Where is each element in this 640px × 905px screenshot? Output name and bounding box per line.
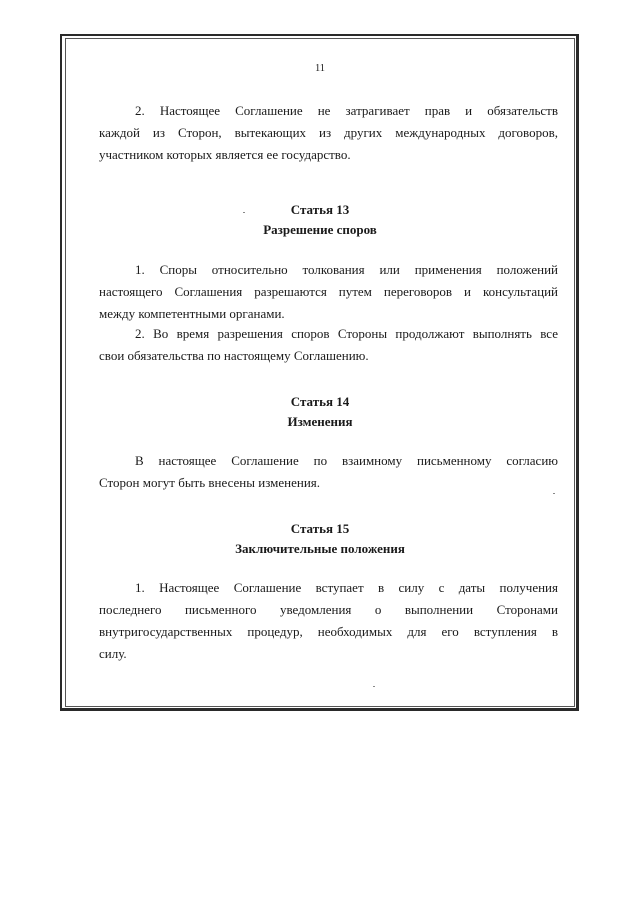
- article-14-number: Статья 14: [290, 394, 350, 409]
- text-line: 2. Во время разрешения споров Стороны продолжают выполнять все: [135, 326, 558, 341]
- text-line: свои обязательства по настоящему Соглашению.: [99, 348, 369, 363]
- article-13-paragraph-1: [99, 259, 558, 325]
- article-14-paragraph-1: [99, 450, 558, 494]
- paragraph-12-2: [99, 100, 558, 166]
- text-line: В настоящее Соглашение по взаимному письменному согласию: [135, 453, 558, 468]
- text-line: силу.: [99, 646, 127, 661]
- text-line: 1. Споры относительно толкования или применения положений: [135, 262, 558, 277]
- article-15-title: Заключительные положения: [235, 541, 405, 556]
- article-13-title: Разрешение споров: [263, 222, 377, 237]
- text-line: между компетентными органами.: [99, 306, 285, 321]
- scan-speck: [243, 212, 245, 213]
- text-line: 1. Настоящее Соглашение вступает в силу с даты получения: [135, 580, 558, 595]
- text-line: участником которых является ее государство.: [99, 147, 351, 162]
- text-line: настоящего Соглашения разрешаются путем переговоров и консультаций: [99, 284, 558, 299]
- text-line: Сторон могут быть внесены изменения.: [99, 475, 321, 490]
- page-number: 11: [314, 63, 326, 74]
- text-line: каждой из Сторон, вытекающих из других международных договоров,: [99, 125, 558, 140]
- text-line: 2. Настоящее Соглашение не затрагивает прав и обязательств: [135, 103, 558, 118]
- article-13-paragraph-2: [99, 323, 558, 367]
- article-15-number: Статья 15: [290, 521, 350, 536]
- article-13-number: Статья 13: [290, 202, 350, 217]
- article-15-paragraph-1: [99, 577, 558, 665]
- scan-speck: [373, 686, 375, 687]
- text-line: последнего письменного уведомления о выполнении Сторонами: [99, 602, 558, 617]
- article-14-title: Изменения: [287, 414, 353, 429]
- scan-speck: [553, 493, 555, 494]
- text-line: внутригосударственных процедур, необходимых для его вступления в: [99, 624, 558, 639]
